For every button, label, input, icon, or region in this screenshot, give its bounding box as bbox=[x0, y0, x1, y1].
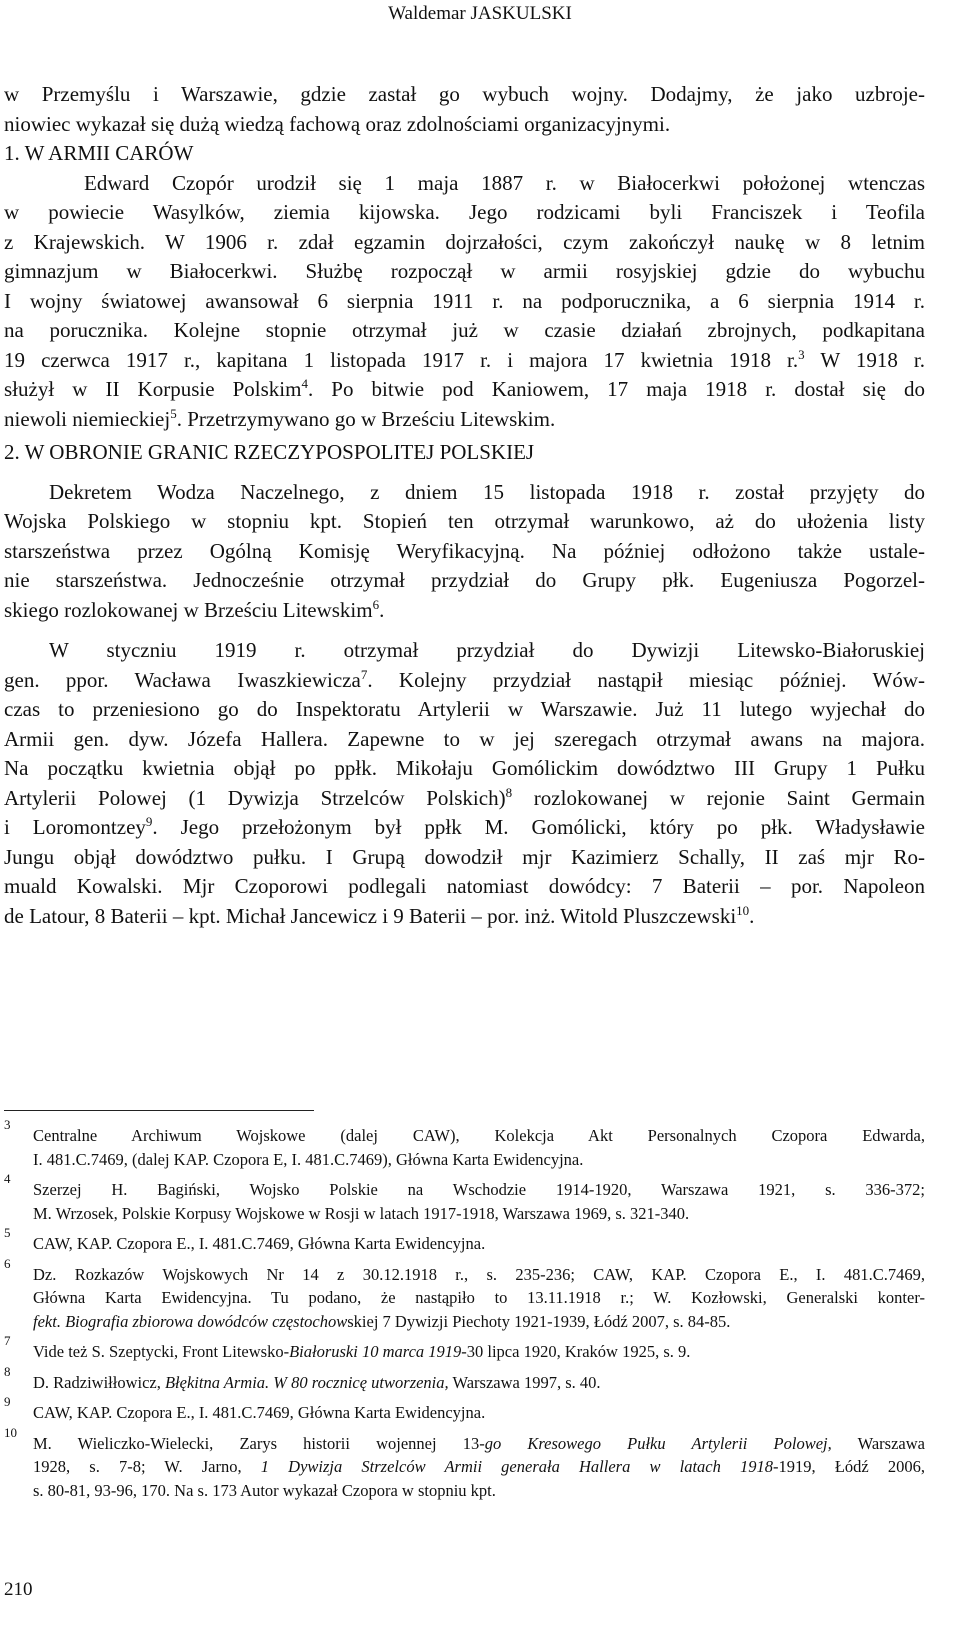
text-run: M. Wieliczko-Wielecki, Zarys historii wojennej 13- bbox=[33, 1433, 485, 1453]
footnote-line bbox=[33, 1455, 925, 1479]
text-run: . bbox=[379, 597, 385, 622]
paragraph-line: Dekretem Wodza Naczelnego, z dniem 15 listopada 1918 r. został przyjęty do bbox=[49, 479, 925, 504]
paragraph-line bbox=[4, 902, 925, 932]
paragraph-line: Armii gen. dyw. Józefa Hallera. Zapewne to w jej szeregach otrzymał awans na majora. bbox=[4, 726, 925, 751]
paragraph-line: muald Kowalski. Mjr Czoporowi podlegali natomiast dowódcy: 7 Baterii – por. Napoleon bbox=[4, 874, 925, 898]
running-header: Waldemar JASKULSKI bbox=[388, 3, 572, 24]
paragraph-line: I wojny światowej awansował 6 sierpnia 1911 r. na podporucznika, a 6 sierpnia 1914 r. bbox=[4, 288, 925, 313]
paragraph-line bbox=[4, 666, 925, 696]
footnote-8 bbox=[4, 1363, 925, 1395]
paragraph-line bbox=[4, 375, 925, 405]
footnote-number: 9 bbox=[4, 1394, 11, 1409]
footnote-5 bbox=[4, 1225, 925, 1256]
text-run: . Jego przełożonym był ppłk M. Gomólicki, który po płk. Władysławie bbox=[152, 815, 925, 839]
paragraph-line: Jungu objął dowództwo pułku. I Grupą dowodził mjr Kazimierz Schally, II zaś mjr Ro- bbox=[4, 844, 925, 869]
footnote-line: Szerzej H. Bagiński, Wojsko Polskie na Wschodzie 1914-1920, Warszawa 1921, s. 336-372; bbox=[33, 1180, 925, 1199]
text-run: . Przetrzymywano go w Brześciu Litewskim. bbox=[176, 406, 556, 431]
paragraph-line: starszeństwa przez Ogólną Komisję Weryfikacyjną. Na później odłożono także ustale- bbox=[4, 538, 925, 563]
footnote-line bbox=[33, 1310, 925, 1334]
text-run: skiego rozlokowanej w Brześciu Litewskim bbox=[4, 597, 373, 622]
footnote-3 bbox=[4, 1117, 925, 1171]
footnote-line: Centralne Archiwum Wojskowe (dalej CAW), Kolekcja Akt Personalnych Czopora Edwarda, bbox=[33, 1126, 925, 1145]
intro-line: w Przemyślu i Warszawie, gdzie zastał go wybuch wojny. Dodajmy, że jako uzbroje- bbox=[4, 82, 925, 106]
footnote-ref[interactable]: 9 bbox=[145, 814, 153, 829]
italic-run: 1 Dywizja Strzelców Armii generała Hallera w latach 1918 bbox=[260, 1457, 774, 1476]
text-run: rozlokowanej w rejonie Saint Germain bbox=[512, 785, 925, 810]
text-run: skiej 7 Dywizji Piechoty 1921-1939, Łódź 2007, s. 84-85. bbox=[347, 1311, 731, 1331]
footnote-7 bbox=[4, 1333, 925, 1364]
footnote-ref[interactable]: 5 bbox=[170, 405, 177, 421]
footnote-line: Główna Karta Ewidencyjna. Tu podano, że nastąpiło to 13.11.1918 r.; W. Kozłowski, Generalski konter- bbox=[33, 1288, 925, 1307]
footnote-line: I. 481.C.7469, (dalej KAP. Czopora E, I. 481.C.7469), Główna Karta Ewidencyjna. bbox=[33, 1149, 584, 1169]
paragraph-line: z Krajewskich. W 1906 r. zdał egzamin dojrzałości, czym zakończył naukę w 8 letnim bbox=[4, 229, 925, 254]
paragraph-line: gimnazjum w Białocerkwi. Służbę rozpoczął w armii rosyjskiej gdzie do wybuchu bbox=[4, 259, 925, 283]
footnote-6 bbox=[4, 1255, 925, 1334]
footnote-ref[interactable]: 8 bbox=[505, 784, 513, 800]
footnote-number: 4 bbox=[4, 1171, 11, 1186]
text-run: Warszawa bbox=[831, 1433, 925, 1453]
text-run: de Latour, 8 Baterii – kpt. Michał Jancewicz i 9 Baterii – por. inż. Witold Pluszczewski bbox=[4, 903, 737, 928]
paragraph-line bbox=[4, 405, 925, 435]
footnote-line: M. Wrzosek, Polskie Korpusy Wojskowe w Rosji w latach 1917-1918, Warszawa 1969, s. 321-340. bbox=[33, 1203, 690, 1223]
text-run: 19 czerwca 1917 r., kapitana 1 listopada 1917 r. i majora 17 kwietnia 1918 r. bbox=[4, 347, 799, 372]
footnote-line bbox=[33, 1340, 925, 1364]
text-run: W 1918 r. bbox=[804, 347, 925, 372]
footnote-number: 8 bbox=[4, 1363, 11, 1379]
paragraph-line: W styczniu 1919 r. otrzymał przydział do Dywizji Litewsko-Białoruskiej bbox=[49, 638, 925, 662]
paragraph-line bbox=[4, 784, 925, 814]
footnote-4 bbox=[4, 1171, 925, 1225]
section-heading-2: 2. W OBRONIE GRANIC RZECZYPOSPOLITEJ POLSKIEJ bbox=[4, 440, 535, 464]
footnotes bbox=[4, 1117, 926, 1509]
footnote-ref[interactable]: 4 bbox=[301, 376, 308, 391]
text-run: niewoli niemieckiej bbox=[4, 406, 171, 431]
text-run: -1919, Łódź 2006, bbox=[773, 1457, 926, 1476]
footnote-separator bbox=[4, 1110, 314, 1111]
paragraph-line: nie starszeństwa. Jednocześnie otrzymał przydział do Grupy płk. Eugeniusza Pogorzel- bbox=[4, 568, 925, 592]
body-text bbox=[4, 80, 925, 931]
paragraph-line bbox=[4, 813, 925, 843]
footnote-9 bbox=[4, 1394, 925, 1425]
footnote-line: CAW, KAP. Czopora E., I. 481.C.7469, Główna Karta Ewidencyjna. bbox=[33, 1234, 486, 1253]
paragraph-line: Edward Czopór urodził się 1 maja 1887 r. w Białocerkwi położonej wtenczas bbox=[84, 170, 925, 195]
italic-run: go Kresowego Pułku Artylerii Polowej, bbox=[484, 1433, 832, 1453]
text-run: Artylerii Polowej (1 Dywizja Strzelców Polskich) bbox=[4, 785, 506, 810]
text-run: 1928, s. 7-8; W. Jarno, bbox=[33, 1457, 261, 1476]
paragraph-line: w powiecie Wasylków, ziemia kijowska. Jego rodzicami byli Franciszek i Teofila bbox=[4, 200, 925, 224]
paragraph-line bbox=[4, 346, 925, 376]
page-number: 210 bbox=[4, 1579, 33, 1600]
text-run: Warszawa 1997, s. 40. bbox=[448, 1372, 601, 1392]
footnote-line: Dz. Rozkazów Wojskowych Nr 14 z 30.12.1918 r., s. 235-236; CAW, KAP. Czopora E., I. 481.C.7469, bbox=[33, 1264, 925, 1284]
text-run: D. Radziwiłłowicz, bbox=[33, 1372, 165, 1392]
footnote-line bbox=[33, 1371, 925, 1395]
text-run: gen. ppor. Wacława Iwaszkiewicza bbox=[4, 667, 361, 692]
footnote-number: 5 bbox=[4, 1225, 11, 1240]
text-run: . bbox=[749, 903, 755, 928]
intro-line: niowiec wykazał się dużą wiedzą fachową oraz zdolnościami organizacyjnymi. bbox=[4, 111, 671, 136]
paragraph-line bbox=[4, 596, 925, 626]
italic-run: Błękitna Armia. W 80 rocznicę utworzenia, bbox=[164, 1372, 449, 1392]
footnote-number: 6 bbox=[4, 1255, 11, 1271]
text-run: Vide też S. Szeptycki, Front Litewsko- bbox=[33, 1342, 290, 1361]
footnote-ref[interactable]: 7 bbox=[360, 666, 368, 682]
footnote-10 bbox=[4, 1424, 926, 1503]
footnote-line: s. 80-81, 93-96, 170. Na s. 173 Autor wykazał Czopora w stopniu kpt. bbox=[33, 1480, 496, 1500]
text-run: . Kolejny przydział nastąpił miesiąc później. Wów- bbox=[367, 667, 925, 692]
paragraph-line: Na początku kwietnia objął po ppłk. Mikołaju Gomólickim dowództwo III Grupy 1 Pułku bbox=[4, 756, 925, 780]
footnote-line bbox=[33, 1432, 925, 1456]
text-run: -30 lipca 1920, Kraków 1925, s. 9. bbox=[461, 1342, 691, 1361]
text-run: . Po bitwie pod Kaniowem, 17 maja 1918 r. dostał się do bbox=[307, 377, 926, 401]
italic-run: fekt. Biografia zbiorowa dowódców częstochow bbox=[33, 1311, 348, 1331]
footnote-number: 10 bbox=[4, 1424, 17, 1440]
paragraph-line: czas to przeniesiono go do Inspektoratu Artylerii w Warszawie. Już 11 lutego wyjechał do bbox=[4, 697, 925, 721]
paragraph-line: na porucznika. Kolejne stopnie otrzymał już w czasie działań zbrojnych, podkapitana bbox=[4, 318, 925, 342]
text-run: służył w II Korpusie Polskim bbox=[4, 377, 302, 401]
text-run: i Loromontzey bbox=[4, 815, 146, 839]
footnote-ref[interactable]: 6 bbox=[372, 596, 380, 612]
footnote-ref[interactable]: 10 bbox=[736, 902, 750, 918]
italic-run: Białoruski 10 marca 1919 bbox=[289, 1342, 462, 1361]
footnote-line: CAW, KAP. Czopora E., I. 481.C.7469, Główna Karta Ewidencyjna. bbox=[33, 1403, 486, 1422]
section-heading-1: 1. W ARMII CARÓW bbox=[4, 141, 194, 165]
footnote-number: 3 bbox=[4, 1117, 11, 1132]
footnote-number: 7 bbox=[4, 1333, 11, 1348]
footnote-ref[interactable]: 3 bbox=[798, 346, 805, 362]
paragraph-line: Wojska Polskiego w stopniu kpt. Stopień ten otrzymał warunkowo, aż do ułożenia listy bbox=[4, 509, 925, 533]
